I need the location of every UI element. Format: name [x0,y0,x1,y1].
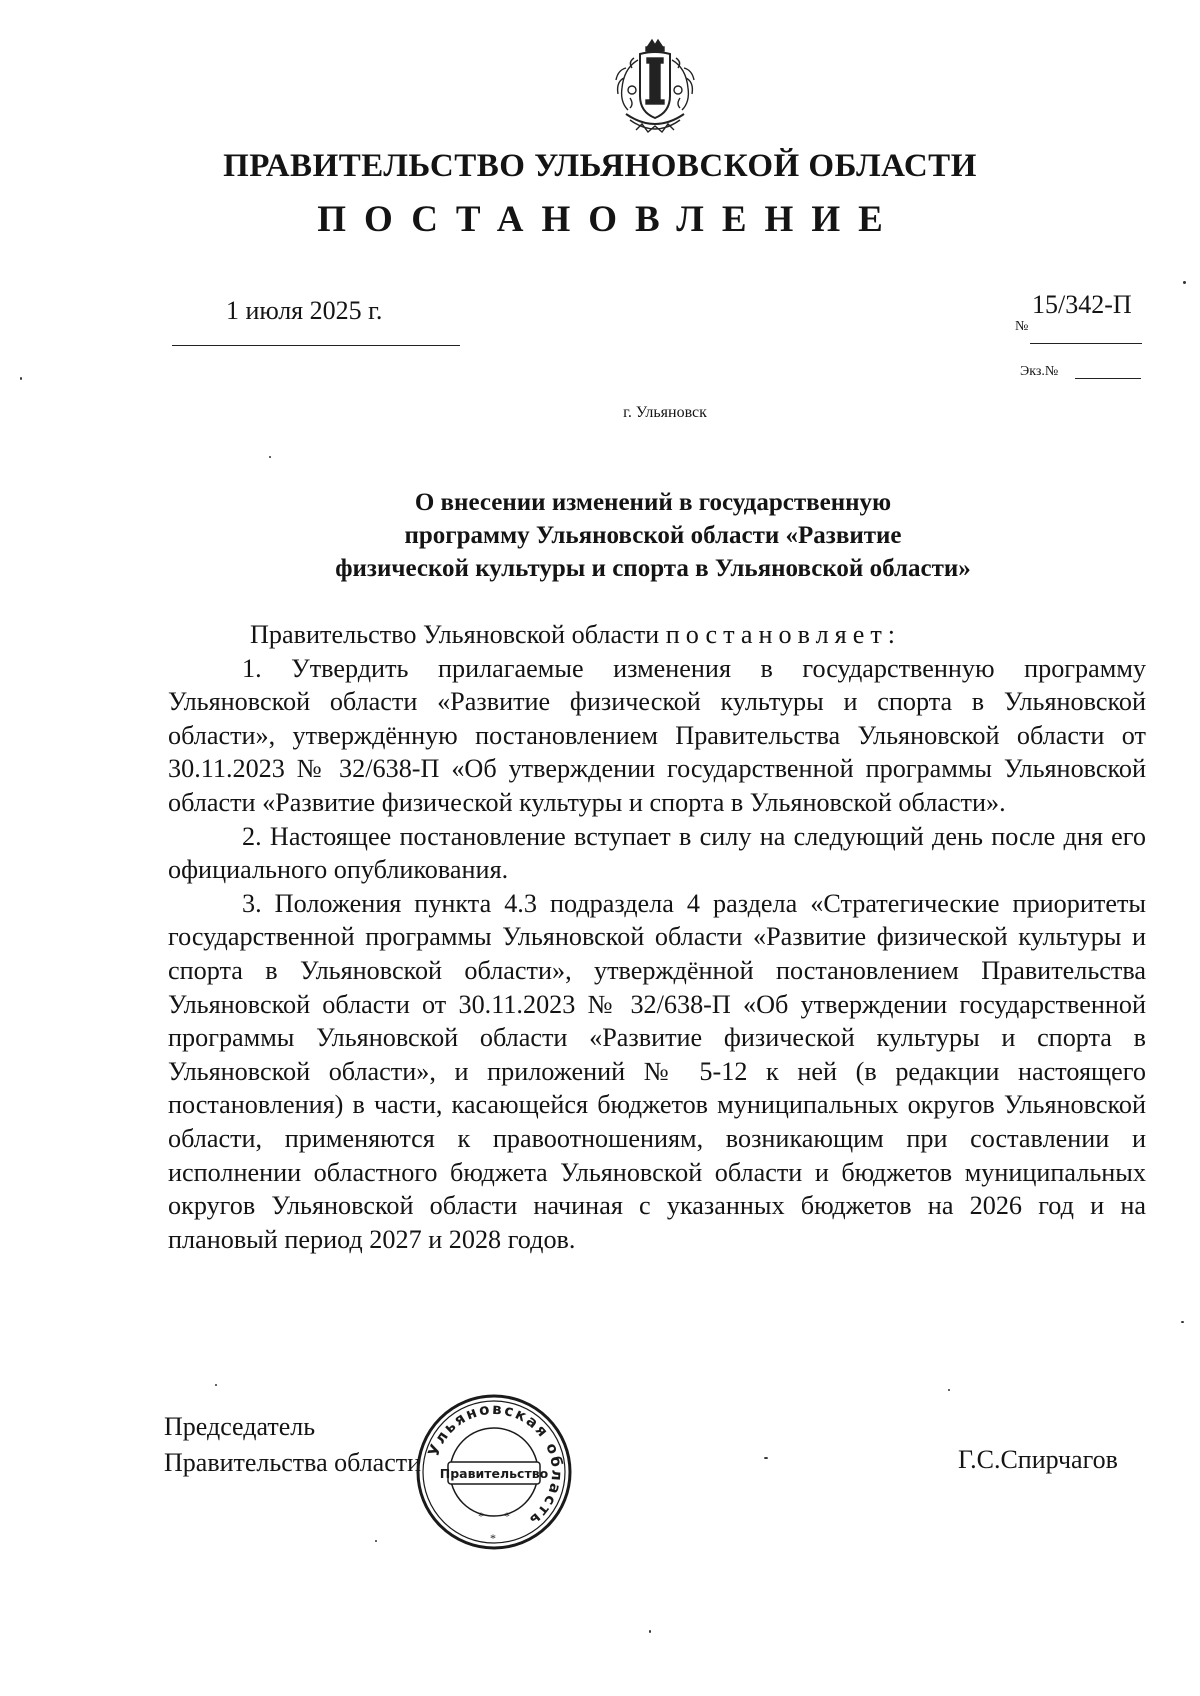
scan-speck [1183,281,1186,284]
scan-speck [20,377,22,380]
signer-position-line: Правительства области [164,1448,422,1477]
intro-lead: Правительство Ульяновской области [250,620,660,649]
document-body [168,618,1146,1256]
subject-line: О внесении изменений в государственную [414,489,892,516]
svg-text:*: * [490,1531,496,1545]
scan-speck [764,1457,768,1459]
government-title: ПРАВИТЕЛЬСТВО УЛЬЯНОВСКОЙ ОБЛАСТИ [223,148,977,184]
seal-ring-text: Ульяновская область [424,1399,567,1531]
document-date: 1 июля 2025 г. [226,296,383,325]
scan-speck [649,1630,651,1633]
intro-verb: постановляет: [665,620,902,649]
signer-name: Г.С.Спирчагов [958,1445,1118,1474]
document-subject [248,486,1058,585]
coat-of-arms-icon [612,38,698,144]
copy-number-label: Экз.№ [1020,364,1059,379]
svg-text:*: * [504,1509,510,1523]
paragraph-1: 1. Утвердить прилагаемые изменения в государственную программу Ульяновской области «Развитие физической культуры и спорта в Ульяновской области», утверждённую постановлением Правительства Ульяновской области от 30.11.2023 № 32/638-П «Об утверждении государственной программы Ульяновской области «Развитие физической культуры и спорта в Ульяновской области». [168,653,1146,817]
document-number: 15/342-П [1032,290,1132,319]
number-label: № [1015,319,1029,334]
scan-speck [948,1389,950,1391]
svg-text:*: * [478,1509,484,1523]
paragraph-2: 2. Настоящее постановление вступает в силу на следующий день после дня его официального опубликования. [168,821,1146,885]
seal-center-text: Правительство [439,1466,549,1481]
signer-position-line: Председатель [164,1412,316,1441]
official-seal [414,1392,574,1552]
intro-paragraph [168,618,1146,652]
scan-speck [269,456,271,458]
date-underline [172,345,460,346]
subject-line: программу Ульяновской области «Развитие [404,522,902,549]
signer-position [164,1409,421,1481]
paragraph-3: 3. Положения пункта 4.3 подраздела 4 раздела «Стратегические приоритеты государственной программы Ульяновской области «Развитие физической культуры и спорта в Ульяновской области», утверждённой постановлением Правительства Ульяновской области от 30.11.2023 № 32/638-П «Об утверждении государственной программы Ульяновской области «Развитие физической культуры и спорта в Ульяновской области», и приложений № 5-12 к ней (в редакции настоящего постановления) в части, касающейся бюджетов муниципальных округов Ульяновской области, применяются к правоотношениям, возникающим при составлении и исполнении областного бюджета Ульяновской области и бюджетов муниципальных округов Ульяновской области начиная с указанных бюджетов на 2026 год и на плановый период 2027 и 2028 годов. [168,888,1146,1254]
number-underline [1030,343,1142,344]
city: г. Ульяновск [623,404,707,421]
document-type: ПОСТАНОВЛЕНИЕ [317,199,901,240]
subject-line: физической культуры и спорта в Ульяновской области» [335,555,971,582]
scan-speck [1181,1321,1184,1323]
copy-number-underline [1075,378,1141,379]
scan-speck [375,1540,377,1542]
scan-speck [215,1384,217,1386]
